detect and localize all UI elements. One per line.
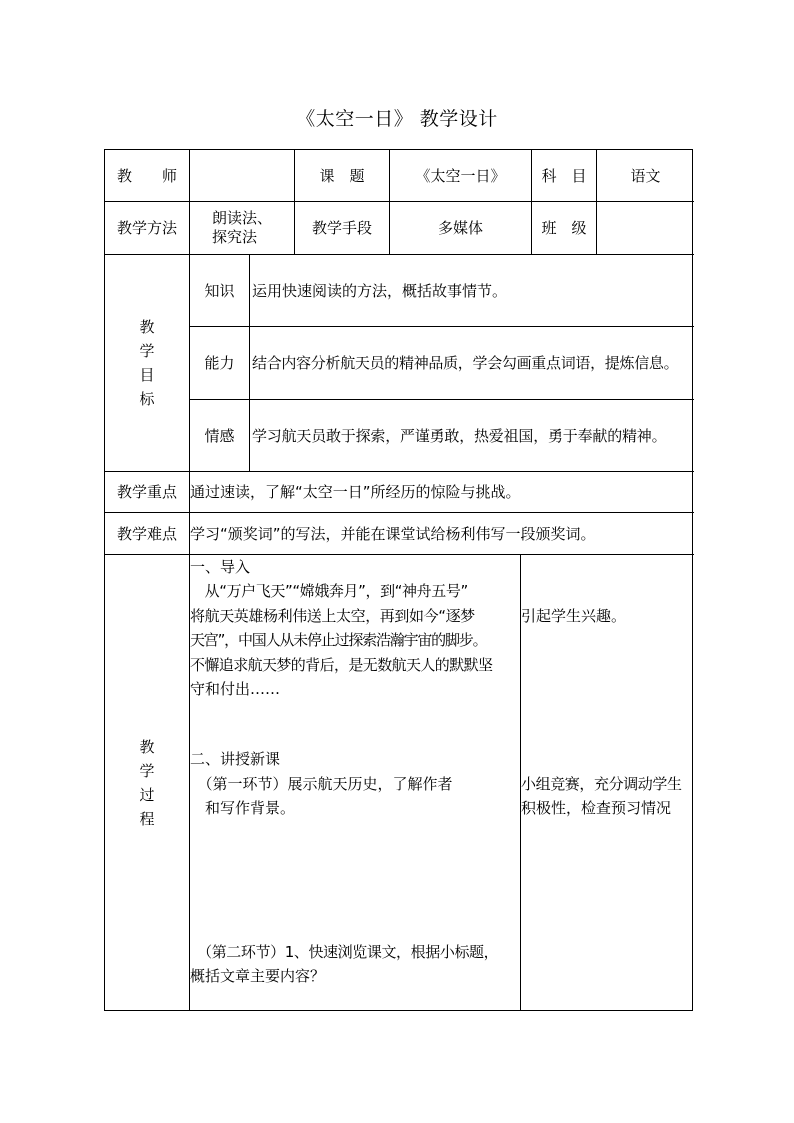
method-value-line: 探究法 [212,228,258,246]
difficulty-label: 教学难点 [116,524,177,543]
subject-label: 科 目 [541,166,587,185]
process-label-char: 教 [139,738,155,756]
method-label: 教学方法 [116,219,177,237]
method-value [190,202,294,254]
knowledge-label: 知识 [204,281,235,300]
means-value: 多媒体 [437,219,483,237]
process-label-char: 程 [139,810,155,828]
process-line: 概括文章主要内容？ [190,967,326,985]
teacher-label-char: 师 [162,166,178,185]
ability-text: 结合内容分析航天员的精神品质，学会勾画重点词语，提炼信息。 [252,354,679,372]
goals-label-char: 标 [139,390,155,408]
teacher-value[interactable] [190,150,294,201]
process-line: 不懈追求航天梦的背后，是无数航天人的默默坚 [190,656,493,674]
knowledge-text: 运用快速阅读的方法，概括故事情节。 [252,281,508,300]
process-note: 引起学生兴趣。 [521,607,627,625]
process-note: 积极性，检查预习情况 [521,799,672,817]
key-point-label: 教学重点 [116,483,177,501]
process-label-char: 过 [139,786,155,804]
emotion-text: 学习航天员敢于探索，严谨勇敢，热爱祖国，勇于奉献的精神。 [252,426,667,445]
teacher-label [105,150,189,201]
goals-label-char: 教 [139,318,155,336]
emotion-label: 情感 [204,426,235,445]
subject-value: 语文 [630,166,661,185]
goals-label-char: 目 [139,366,155,384]
process-line: 二、讲授新课 [190,750,281,768]
means-label: 教学手段 [311,219,372,237]
goals-label-char: 学 [139,342,155,360]
process-line: 从“万户飞天”“嫦娥奔月”，到“神舟五号” [190,582,468,600]
process-line: （第二环节）1、快速浏览课文，根据小标题， [190,943,499,961]
topic-label: 课 题 [319,166,365,185]
key-point-text: 通过速读，了解“太空一日”所经历的惊险与挑战。 [190,483,521,501]
process-line: 和写作背景。 [190,799,296,817]
class-label: 班 级 [541,219,587,237]
class-value[interactable] [597,202,694,254]
method-value-line: 朗读法、 [212,209,273,227]
teacher-label-char: 教 [116,166,132,185]
document-title: 《太空一日》 教学设计 [296,108,498,130]
process-note: 小组竞赛，充分调动学生 [521,775,682,793]
process-label [105,555,189,1011]
process-line: 一、导入 [190,558,251,576]
ability-label: 能力 [204,354,235,372]
topic-value: 《太空一日》 [415,166,506,185]
process-label-char: 学 [139,762,155,780]
difficulty-text: 学习“颁奖词”的写法，并能在课堂试给杨利伟写一段颁奖词。 [190,524,596,543]
lesson-plan-table [104,149,693,1011]
process-line: 将航天英雄杨利伟送上太空，再到如今“逐梦 [190,607,475,625]
process-line: 守和付出…… [190,680,281,698]
goals-label [105,255,189,471]
process-line: （第一环节）展示航天历史，了解作者 [190,775,453,793]
process-line: 天宫”，中国人从未停止过探索浩瀚宇宙的脚步。 [190,631,487,649]
